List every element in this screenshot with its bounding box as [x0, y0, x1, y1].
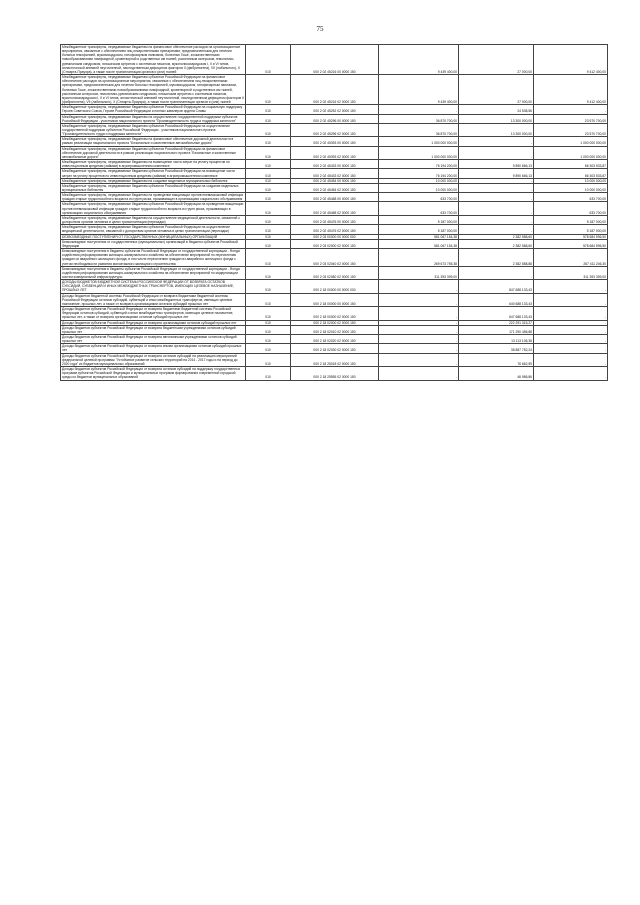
row-line-code-cell: 010: [246, 293, 291, 306]
row-executed-amount-cell: 2 382 588,60: [459, 234, 534, 239]
row-executed-amount-cell: -: [459, 178, 534, 183]
row-name-cell: Межбюджетные трансферты, передаваемые бюджетам субъектов Российской Федерации на финансовое обеспечение дорожной деятельности в рамках реализации национального проекта "Безопасные и качественные автомобильные дороги": [61, 146, 246, 159]
row-name-cell: ДОХОДЫ БЮДЖЕТОВ БЮДЖЕТНОЙ СИСТЕМЫ РОССИЙСКОЙ ФЕДЕРАЦИИ ОТ ВОЗВРАТА ОСТАТКОВ СУБСИДИЙ, СУБВЕНЦИЙ И ИНЫХ МЕЖБЮДЖЕТНЫХ ТРАНСФЕРТОВ, ИМЕЮЩИХ ЦЕЛЕВОЕ НАЗНАЧЕНИЕ, ПРОШЛЫХ ЛЕТ: [61, 280, 246, 293]
row-approved-amount-cell: 36 870 700,00: [379, 123, 459, 136]
row-unexecuted-amount-cell: 578 684 596,50: [534, 234, 608, 239]
row-budget-code-cell: 000 2 02 45476 02 0000 150: [291, 225, 379, 234]
row-budget-code-cell: 000 2 18 02020 02 0000 150: [291, 335, 379, 344]
table-row: [61, 123, 608, 136]
row-approved-amount-cell: -: [379, 293, 459, 306]
row-unexecuted-amount-cell: -: [534, 320, 608, 325]
row-approved-amount-cell: 311 393 399,00: [379, 266, 459, 279]
row-unexecuted-amount-cell: -: [534, 353, 608, 366]
row-approved-amount-cell: 76 194 200,00: [379, 160, 459, 169]
table-row: [61, 45, 608, 75]
row-executed-amount-cell: -: [459, 183, 534, 192]
row-executed-amount-cell: 647 688 133,43: [459, 307, 534, 320]
row-executed-amount-cell: 27 000,00: [459, 45, 534, 75]
row-line-code-cell: 010: [246, 178, 291, 183]
row-name-cell: Межбюджетные трансферты, передаваемые бюджетам на финансовое обеспечение дорожной деятельности в рамках реализации национального проекта "Безопасные и качественные автомобильные дороги": [61, 137, 246, 146]
row-executed-amount-cell: -: [459, 225, 534, 234]
row-name-cell: Безвозмездные поступления в бюджеты субъектов Российской Федерации от государственной корпорации - Фонда содействия реформированию жилищно-коммунального хозяйства на обеспечение мероприятий по модернизации систем коммунальной инфраструктуры: [61, 266, 246, 279]
table-row: [61, 307, 608, 320]
row-approved-amount-cell: -: [379, 280, 459, 293]
row-unexecuted-amount-cell: 10 000 000,00: [534, 183, 608, 192]
row-budget-code-cell: 000 2 18 25555 02 0000 150: [291, 367, 379, 380]
row-line-code-cell: 010: [246, 320, 291, 325]
row-line-code-cell: 010: [246, 225, 291, 234]
row-executed-amount-cell: -: [459, 146, 534, 159]
table-row: [61, 344, 608, 353]
row-budget-code-cell: 000 2 18 00000 00 0000 150: [291, 293, 379, 306]
row-approved-amount-cell: 1 000 000 000,00: [379, 146, 459, 159]
row-name-cell: Доходы бюджетов субъектов Российской Федерации от возврата организациями остатков субсидий прошлых лет: [61, 320, 246, 325]
row-unexecuted-amount-cell: -: [534, 335, 608, 344]
row-name-cell: Межбюджетные трансферты, передаваемые бюджетам субъектов Российской Федерации на осуществление государственной поддержки субъектов Российской Федерации - участников национального проекта "Производительность труда и поддержка занятости": [61, 123, 246, 136]
row-line-code-cell: 010: [246, 202, 291, 215]
row-executed-amount-cell: 2 382 588,88: [459, 249, 534, 267]
row-unexecuted-amount-cell: 311 393 399,00: [534, 266, 608, 279]
row-name-cell: Доходы бюджетов субъектов Российской Федерации от возврата бюджетными учреждениями остатков субсидий прошлых лет: [61, 325, 246, 334]
row-budget-code-cell: 000 2 18 02000 02 0000 150: [291, 320, 379, 325]
row-approved-amount-cell: 9 439 400,00: [379, 45, 459, 75]
row-unexecuted-amount-cell: 66 303 533,87: [534, 169, 608, 178]
row-line-code-cell: 010: [246, 183, 291, 192]
row-line-code-cell: 010: [246, 45, 291, 75]
row-approved-amount-cell: -: [379, 344, 459, 353]
row-line-code-cell: 010: [246, 239, 291, 248]
table-row: [61, 75, 608, 105]
row-unexecuted-amount-cell: 1 000 000 000,00: [534, 137, 608, 146]
row-budget-code-cell: 000 2 02 45296 02 0000 150: [291, 123, 379, 136]
row-executed-amount-cell: 46 986,86: [459, 367, 534, 380]
row-unexecuted-amount-cell: -: [534, 307, 608, 320]
row-unexecuted-amount-cell: 66 303 533,87: [534, 160, 608, 169]
row-line-code-cell: 010: [246, 307, 291, 320]
row-executed-amount-cell: 9 890 666,13: [459, 169, 534, 178]
row-line-code-cell: 010: [246, 123, 291, 136]
table-row: [61, 335, 608, 344]
row-unexecuted-amount-cell: -: [534, 105, 608, 114]
table-row: [61, 353, 608, 366]
row-approved-amount-cell: 36 870 700,00: [379, 114, 459, 123]
row-budget-code-cell: 000 2 02 45393 00 0000 150: [291, 137, 379, 146]
row-budget-code-cell: 000 2 02 45296 00 0000 150: [291, 114, 379, 123]
row-executed-amount-cell: 24 538,56: [459, 105, 534, 114]
row-approved-amount-cell: 633 700,00: [379, 193, 459, 202]
row-unexecuted-amount-cell: -: [534, 367, 608, 380]
row-line-code-cell: 010: [246, 280, 291, 293]
table-row: [61, 249, 608, 267]
row-budget-code-cell: 000 2 18 25018 02 0000 150: [291, 353, 379, 366]
row-unexecuted-amount-cell: 633 700,00: [534, 193, 608, 202]
row-approved-amount-cell: 9 439 400,00: [379, 75, 459, 105]
row-approved-amount-cell: -: [379, 105, 459, 114]
row-name-cell: Доходы бюджетов субъектов Российской Федерации от возврата остатков субсидий на поддержку государственных программ субъектов Российской Федерации и муниципальных программ формирования современной городской среды из бюджетов муниципальных образований: [61, 367, 246, 380]
row-line-code-cell: 010: [246, 105, 291, 114]
row-executed-amount-cell: 27 000,00: [459, 75, 534, 105]
row-budget-code-cell: 000 2 02 45216 00 0000 150: [291, 45, 379, 75]
row-name-cell: Межбюджетные трансферты, передаваемые бюджетам субъектов Российской Федерации на возмещение части затрат на уплату процентов по инвестиционным кредитам (займам) в агропромышленном комплексе: [61, 169, 246, 178]
row-budget-code-cell: 000 2 03 00000 00 0000 000: [291, 234, 379, 239]
row-executed-amount-cell: 38 887 752,24: [459, 344, 534, 353]
row-unexecuted-amount-cell: 5 187 000,00: [534, 225, 608, 234]
row-approved-amount-cell: -: [379, 307, 459, 320]
row-name-cell: Межбюджетные трансферты, передаваемые бюджетам на создание модельных муниципальных библиотек: [61, 178, 246, 183]
row-budget-code-cell: 000 2 02 45433 02 0000 150: [291, 169, 379, 178]
row-unexecuted-amount-cell: 578 684 596,50: [534, 239, 608, 248]
row-name-cell: БЕЗВОЗМЕЗДНЫЕ ПОСТУПЛЕНИЯ ОТ ГОСУДАРСТВЕННЫХ (МУНИЦИПАЛЬНЫХ) ОРГАНИЗАЦИЙ: [61, 234, 246, 239]
row-line-code-cell: 010: [246, 75, 291, 105]
row-name-cell: Межбюджетные трансферты, передаваемые бюджетам субъектов Российской Федерации на создание модельных муниципальных библиотек: [61, 183, 246, 192]
row-approved-amount-cell: 5 187 000,00: [379, 225, 459, 234]
row-unexecuted-amount-cell: 267 411 246,30: [534, 249, 608, 267]
row-unexecuted-amount-cell: 9 412 400,00: [534, 45, 608, 75]
table-row: [61, 193, 608, 202]
table-row: [61, 325, 608, 334]
row-budget-code-cell: 000 2 02 45476 00 0000 150: [291, 215, 379, 224]
row-name-cell: Доходы бюджетов бюджетной системы Российской Федерации от возврата бюджетами бюджетной системы Российской Федерации остатков субсидий, субвенций и иных межбюджетных трансфертов, имеющих целевое назначение, прошлых лет, а также от возврата организациями остатков субсидий прошлых лет: [61, 293, 246, 306]
row-approved-amount-cell: -: [379, 320, 459, 325]
row-name-cell: Межбюджетные трансферты, передаваемые бюджетам субъектов Российской Федерации на финансовое обеспечение расходов на организационные мероприятия, связанные с обеспечением лиц лекарственными препаратами, предназначенными для лечения больных гемофилией, муковисцидозом, гипофизарным нанизмом, болезнью Гоше, злокачественными новообразованиями лимфоидной, кроветворной и родственных им тканей, рассеянным склерозом, гемолитико-уремическим синдромом, юношеским артритом с системным началом, мукополисахаридозом I, II и VI типов, апластической анемией неуточненной, наследственным дефицитом факторов II (фибриногена), VII (лабильного), X (Стюарта-Прауэра), а также после трансплантации органов и (или) тканей: [62, 75, 244, 105]
table-row: [61, 137, 608, 146]
row-executed-amount-cell: -: [459, 266, 534, 279]
row-executed-amount-cell: 13 300 000,00: [459, 114, 534, 123]
row-executed-amount-cell: -: [459, 202, 534, 215]
row-name-cell: Доходы бюджетов субъектов Российской Федерации от возврата автономными учреждениями остатков субсидий прошлых лет: [61, 335, 246, 344]
row-name-cell: Безвозмездные поступления в бюджеты субъектов Российской Федерации от государственной корпорации - Фонда содействия реформированию жилищно-коммунального хозяйства на обеспечение мероприятий по переселению граждан из аварийного жилищного фонда, в том числе переселению граждан из аварийного жилищного фонда с учетом необходимости развития малоэтажного жилищного строительства: [61, 249, 246, 267]
row-approved-amount-cell: 76 194 200,00: [379, 169, 459, 178]
row-budget-code-cell: 000 2 02 45393 02 0000 150: [291, 146, 379, 159]
row-name-cell: Доходы бюджетов субъектов Российской Федерации от возврата иными организациями остатков субсидий прошлых лет: [61, 344, 246, 353]
row-unexecuted-amount-cell: -: [534, 325, 608, 334]
page-number: 75: [316, 25, 324, 33]
row-name-cell: Межбюджетные трансферты, передаваемые бюджетам субъектов Российской Федерации на проведение вакцинации против пневмококковой инфекции граждан старше трудоспособного возраста из групп риска, проживающих в организациях социального обслуживания: [61, 202, 246, 215]
row-approved-amount-cell: -: [379, 367, 459, 380]
row-executed-amount-cell: 13 113 106,35: [459, 335, 534, 344]
row-approved-amount-cell: 633 700,00: [379, 202, 459, 215]
row-unexecuted-amount-cell: 1 000 000 000,00: [534, 146, 608, 159]
row-approved-amount-cell: -: [379, 335, 459, 344]
row-line-code-cell: 010: [246, 325, 291, 334]
row-approved-amount-cell: 269 673 755,38: [379, 249, 459, 267]
table-row: [61, 239, 608, 248]
table-row: [61, 367, 608, 380]
row-unexecuted-amount-cell: 633 700,00: [534, 202, 608, 215]
row-line-code-cell: 010: [246, 137, 291, 146]
row-unexecuted-amount-cell: 10 000 000,00: [534, 178, 608, 183]
row-line-code-cell: 010: [246, 335, 291, 344]
table-row: [61, 160, 608, 169]
table-row: [61, 234, 608, 239]
row-name-cell: Межбюджетные трансферты, передаваемые бюджетам на проведение вакцинации против пневмококковой инфекции граждан старше трудоспособного возраста из групп риска, проживающих в организациях социального обслуживания: [61, 193, 246, 202]
row-budget-code-cell: 000 2 18 02030 02 0000 150: [291, 344, 379, 353]
row-line-code-cell: 010: [246, 193, 291, 202]
table-row: [61, 146, 608, 159]
table-row: [61, 225, 608, 234]
row-budget-code-cell: 000 2 02 45252 02 0000 150: [291, 105, 379, 114]
table-row: [61, 105, 608, 114]
row-executed-amount-cell: 9 890 666,13: [459, 160, 534, 169]
row-executed-amount-cell: 847 688 133,43: [459, 280, 534, 293]
row-name-cell: Межбюджетные трансферты, передаваемые бюджетам на осуществление медицинской деятельности, связанной с донорством органов человека в целях трансплантации (пересадки): [61, 215, 246, 224]
row-line-code-cell: 010: [246, 344, 291, 353]
row-budget-code-cell: 000 2 02 45216 02 0000 150: [291, 75, 379, 105]
row-executed-amount-cell: 171 290 456,88: [459, 325, 534, 334]
row-unexecuted-amount-cell: 9 412 400,00: [534, 75, 608, 105]
row-line-code-cell: 010: [246, 353, 291, 366]
row-unexecuted-amount-cell: 23 570 700,00: [534, 114, 608, 123]
row-budget-code-cell: 000 2 18 02010 02 0000 150: [291, 325, 379, 334]
budget-revenue-table: [60, 44, 608, 381]
row-budget-code-cell: 000 2 03 02080 02 0000 150: [291, 266, 379, 279]
row-approved-amount-cell: 10 000 000,00: [379, 183, 459, 192]
row-line-code-cell: 010: [246, 367, 291, 380]
row-budget-code-cell: 000 2 02 45454 00 0000 150: [291, 178, 379, 183]
row-name-cell: Межбюджетные трансферты, передаваемые бюджетам на финансовое обеспечение расходов на организационные мероприятия, связанные с обеспечением лиц лекарственными препаратами, предназначенными для лечения больных гемофилией, муковисцидозом, гипофизарным нанизмом, болезнью Гоше, злокачественными новообразованиями лимфоидной, кроветворной и родственных им тканей, рассеянным склерозом, гемолитико-уремическим синдромом, юношеским артритом с системным началом, мукополисахаридозом I, II и VI типов, апластической анемией неуточненной, наследственным дефицитом факторов II (фибриногена), VII (лабильного), X (Стюарта-Прауэра), а также после трансплантации органов и (или) тканей: [61, 45, 246, 75]
table-row: [61, 215, 608, 224]
row-budget-code-cell: 000 2 02 45468 00 0000 150: [291, 193, 379, 202]
row-executed-amount-cell: 640 688 133,43: [459, 293, 534, 306]
row-approved-amount-cell: 581 067 154,38: [379, 239, 459, 248]
row-name-cell: Межбюджетные трансферты, передаваемые бюджетам на осуществление государственной поддержки субъектов Российской Федерации - участников национального проекта "Производительность труда и поддержка занятости": [61, 114, 246, 123]
row-approved-amount-cell: 581 067 154,38: [379, 234, 459, 239]
row-line-code-cell: 010: [246, 215, 291, 224]
table-row: [61, 280, 608, 293]
row-approved-amount-cell: 1 000 000 000,00: [379, 137, 459, 146]
row-line-code-cell: 010: [246, 160, 291, 169]
row-budget-code-cell: 000 2 02 45433 00 0000 150: [291, 160, 379, 169]
table-row: [61, 320, 608, 325]
row-unexecuted-amount-cell: -: [534, 344, 608, 353]
row-line-code-cell: 010: [246, 266, 291, 279]
table-body: [61, 45, 608, 381]
row-executed-amount-cell: 76 662,59: [459, 353, 534, 366]
row-budget-code-cell: 000 2 02 45454 02 0000 150: [291, 183, 379, 192]
table-row: [61, 266, 608, 279]
row-name-cell: Межбюджетные трансферты, передаваемые бюджетам на возмещение части затрат на уплату процентов по инвестиционным кредитам (займам) в агропромышленном комплексе: [61, 160, 246, 169]
row-unexecuted-amount-cell: -: [534, 280, 608, 293]
row-unexecuted-amount-cell: -: [534, 293, 608, 306]
table-row: [61, 183, 608, 192]
row-line-code-cell: 010: [246, 234, 291, 239]
row-approved-amount-cell: 5 187 000,00: [379, 215, 459, 224]
row-name-cell: Безвозмездные поступления от государственных (муниципальных) организаций в бюджеты субъектов Российской Федерации: [61, 239, 246, 248]
table-row: [61, 293, 608, 306]
row-line-code-cell: 010: [246, 169, 291, 178]
row-line-code-cell: 010: [246, 249, 291, 267]
row-name-cell: Межбюджетные трансферты, передаваемые бюджетам субъектов Российской Федерации на социальную поддержку Героев Советского Союза, Героев Российской Федерации и полных кавалеров ордена Славы: [61, 105, 246, 114]
row-executed-amount-cell: -: [459, 193, 534, 202]
row-approved-amount-cell: -: [379, 353, 459, 366]
row-budget-code-cell: 000 2 03 02040 02 0000 150: [291, 249, 379, 267]
row-executed-amount-cell: 222 291 315,27: [459, 320, 534, 325]
row-executed-amount-cell: 13 300 000,00: [459, 123, 534, 136]
row-unexecuted-amount-cell: 23 570 700,00: [534, 123, 608, 136]
table-row: [61, 202, 608, 215]
row-budget-code-cell: 000 2 18 00000 02 0000 150: [291, 307, 379, 320]
row-approved-amount-cell: -: [379, 325, 459, 334]
row-line-code-cell: 010: [246, 146, 291, 159]
row-name-cell: Доходы бюджетов субъектов Российской Федерации от возврата остатков субсидий на реализацию мероприятий федеральной целевой программы "Устойчивое развитие сельских территорий на 2014 - 2017 годы и на период до 2020 года" из бюджетов муниципальных образований: [61, 353, 246, 366]
row-approved-amount-cell: 10 000 000,00: [379, 178, 459, 183]
row-unexecuted-amount-cell: 5 187 000,00: [534, 215, 608, 224]
table-row: [61, 169, 608, 178]
table-row: [61, 114, 608, 123]
row-budget-code-cell: 000 2 03 02000 02 0000 150: [291, 239, 379, 248]
row-name-cell: Межбюджетные трансферты, передаваемые бюджетам субъектов Российской Федерации на осуществление медицинской деятельности, связанной с донорством органов человека в целях трансплантации (пересадки): [61, 225, 246, 234]
row-executed-amount-cell: -: [459, 215, 534, 224]
row-line-code-cell: 010: [246, 114, 291, 123]
row-name-cell: Доходы бюджетов субъектов Российской Федерации от возврата бюджетами бюджетной системы Российской Федерации остатков субсидий, субвенций и иных межбюджетных трансфертов, имеющих целевое назначение, прошлых лет, а также от возврата организациями остатков субсидий прошлых лет: [61, 307, 246, 320]
row-executed-amount-cell: -: [459, 137, 534, 146]
row-executed-amount-cell: 2 382 588,60: [459, 239, 534, 248]
row-budget-code-cell: 000 2 18 00000 00 0000 000: [291, 280, 379, 293]
row-budget-code-cell: 000 2 02 45468 02 0000 150: [291, 202, 379, 215]
